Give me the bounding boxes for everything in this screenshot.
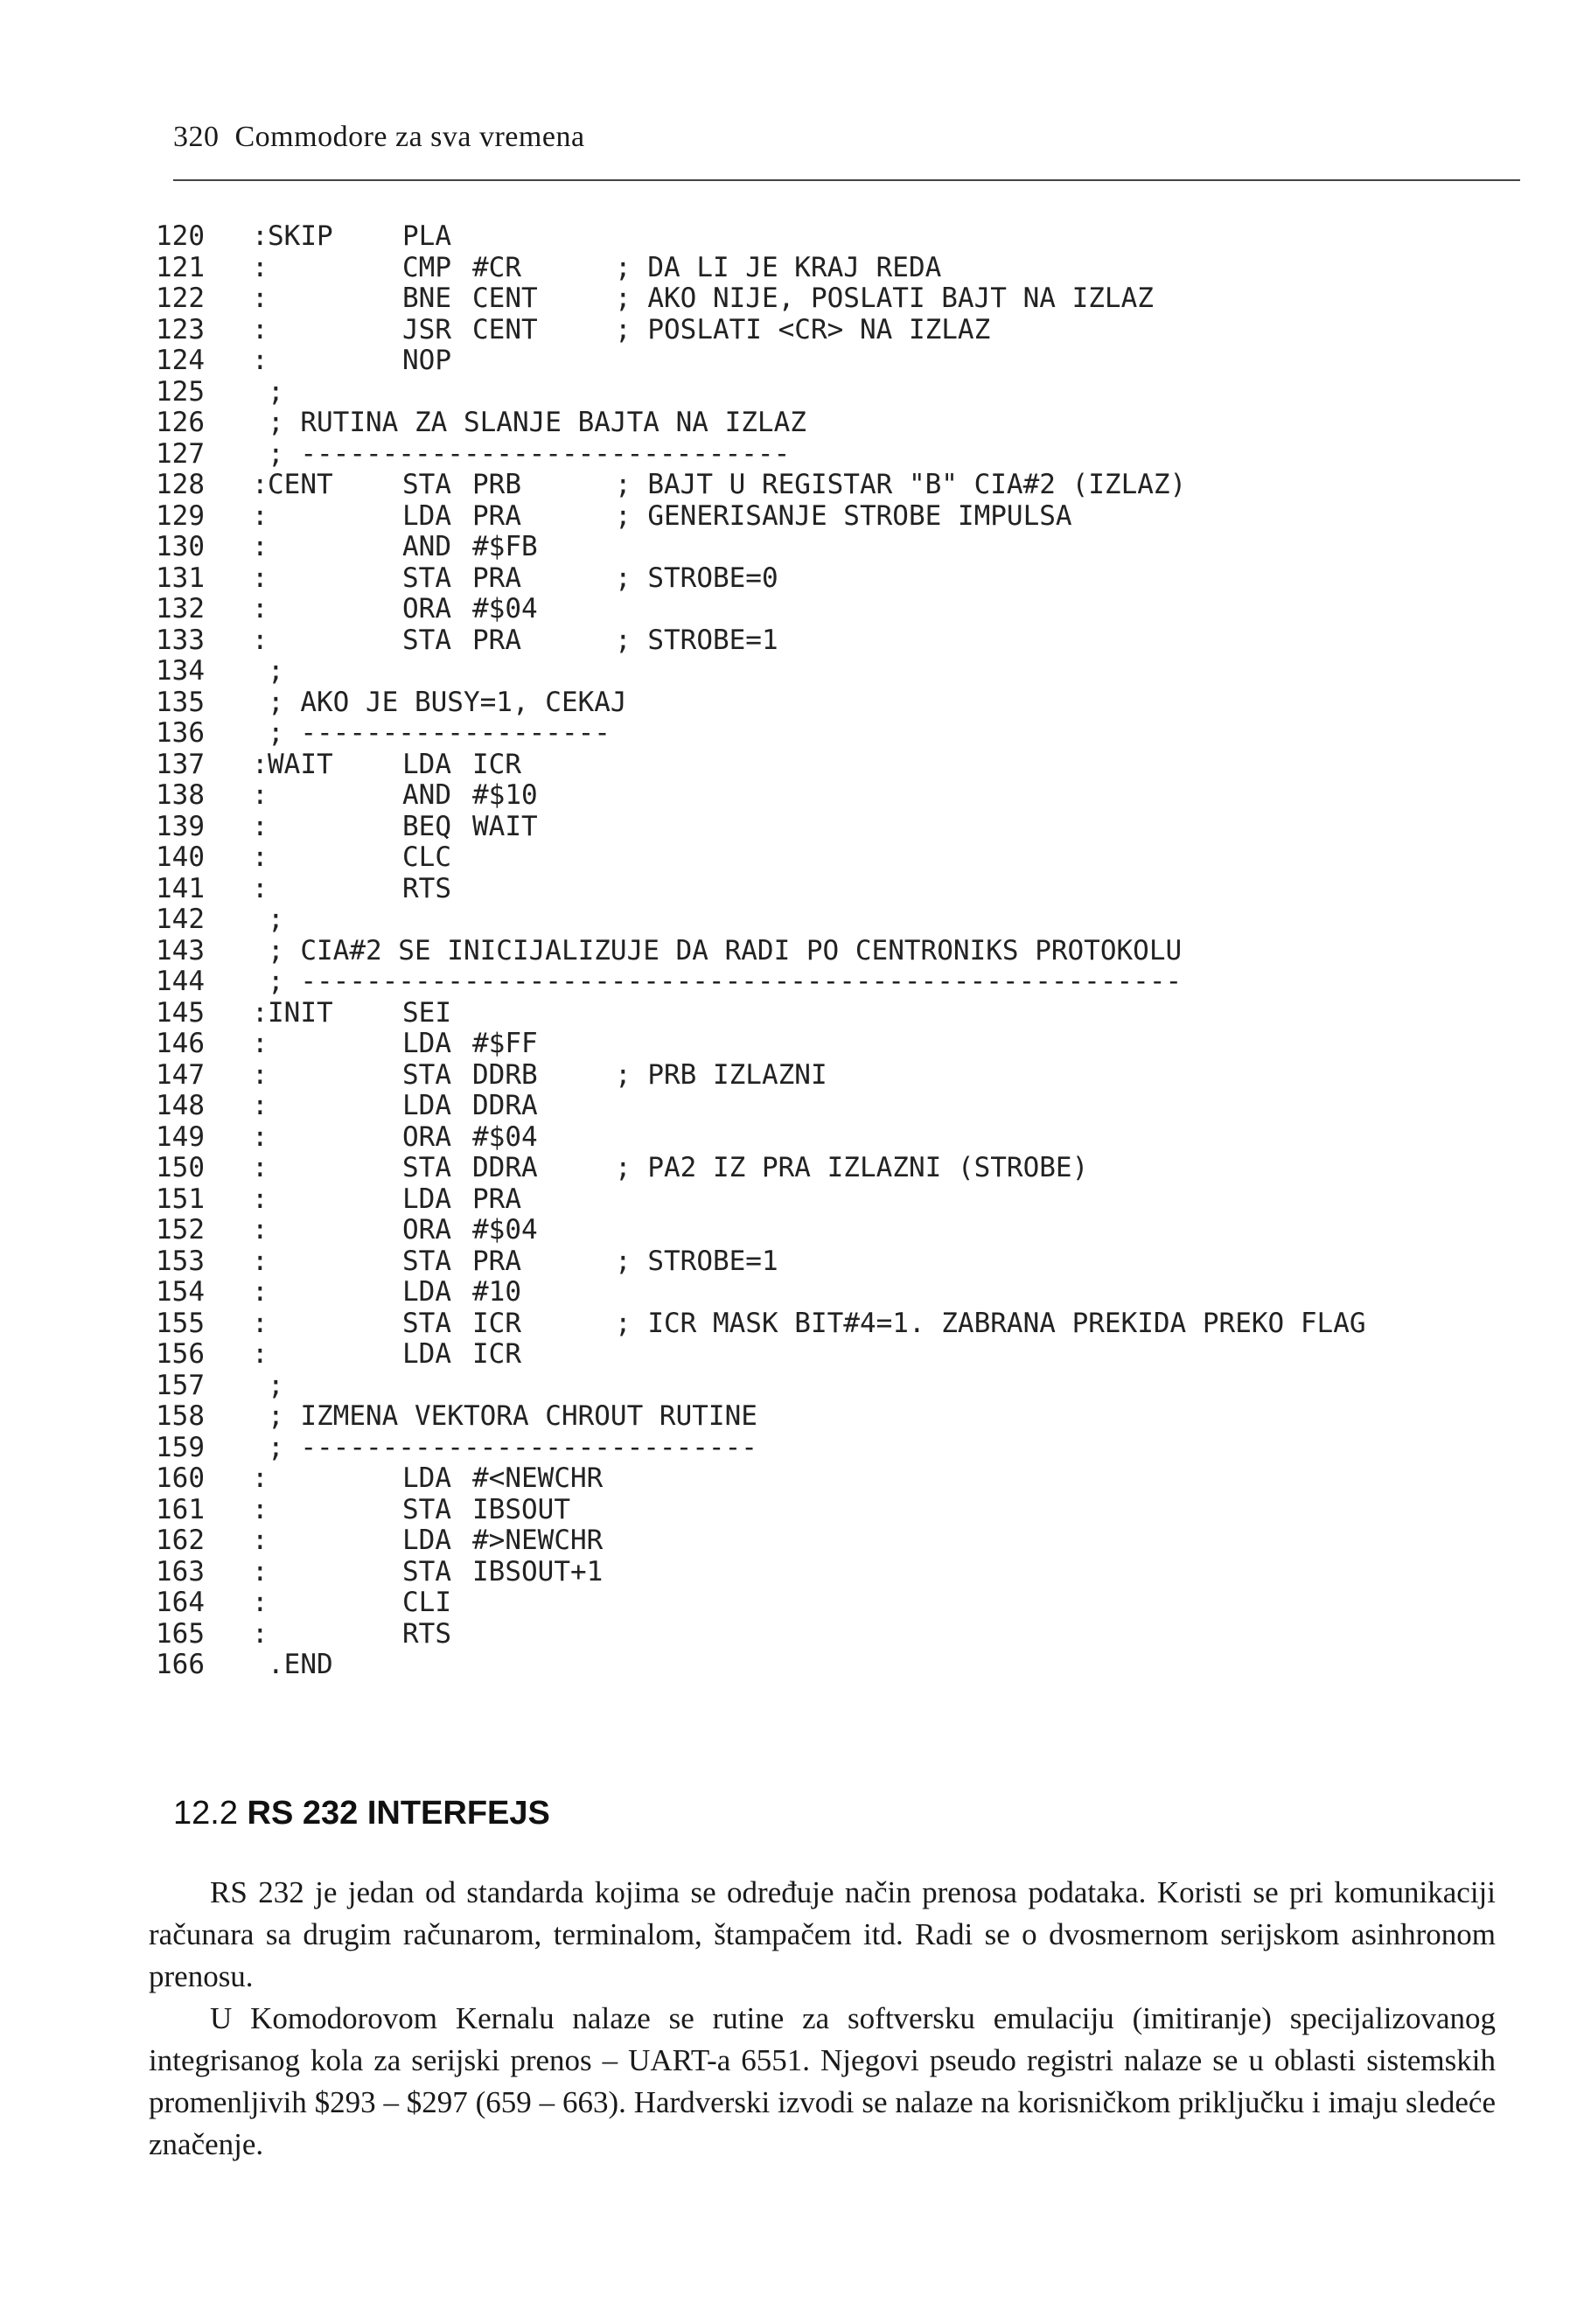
opcode: STA xyxy=(402,562,451,594)
opcode: ORA xyxy=(402,1120,451,1153)
opcode: RTS xyxy=(402,1617,451,1650)
line-number: 126 xyxy=(156,407,205,438)
line-comment: ; xyxy=(268,1369,284,1401)
line-number: 159 xyxy=(156,1431,205,1463)
colon: : xyxy=(252,1587,269,1618)
colon: : xyxy=(252,1493,269,1525)
operand: CENT xyxy=(472,283,538,314)
opcode: LDA xyxy=(402,1028,451,1059)
line-comment: ; xyxy=(268,375,284,408)
label: INIT xyxy=(268,996,333,1029)
opcode: STA xyxy=(402,1555,451,1588)
colon: : xyxy=(252,220,269,252)
line-number: 125 xyxy=(156,375,205,408)
line-number: 147 xyxy=(156,1058,205,1091)
line-number: 162 xyxy=(156,1525,205,1556)
opcode: STA xyxy=(402,1307,451,1339)
opcode: ORA xyxy=(402,593,451,625)
line-comment: ; RUTINA ZA SLANJE BAJTA NA IZLAZ xyxy=(268,407,806,438)
operand: PRB xyxy=(472,469,521,500)
code-line xyxy=(156,1400,1520,1432)
line-number: 128 xyxy=(156,469,205,500)
line-number: 158 xyxy=(156,1400,205,1432)
colon: : xyxy=(252,1028,269,1059)
comment: ; BAJT U REGISTAR "B" CIA#2 (IZLAZ) xyxy=(615,469,1187,500)
code-line xyxy=(156,1059,1520,1091)
opcode: STA xyxy=(402,1152,451,1183)
operand: #$10 xyxy=(472,779,538,811)
code-line xyxy=(156,1028,1520,1059)
line-number: 148 xyxy=(156,1090,205,1121)
paragraph: RS 232 je jedan od standarda kojima se određuje način prenosa podataka. Koristi se pri komunikaciji računara sa drugim računarom, terminalom, štampačem itd. Radi se o dvosmernom serijskom asinhronom prenosu. xyxy=(149,1875,1496,1993)
colon: : xyxy=(252,593,269,625)
colon: : xyxy=(252,779,269,811)
code-line xyxy=(156,1432,1520,1463)
line-number: 129 xyxy=(156,499,205,532)
opcode: CMP xyxy=(402,251,451,283)
code-listing xyxy=(156,220,1520,1680)
line-number: 146 xyxy=(156,1028,205,1059)
operand: DDRB xyxy=(472,1058,538,1091)
operand: #>NEWCHR xyxy=(472,1525,604,1556)
line-number: 151 xyxy=(156,1183,205,1215)
opcode: PLA xyxy=(402,220,451,252)
operand: IBSOUT xyxy=(472,1493,570,1525)
line-number: 149 xyxy=(156,1120,205,1153)
colon: : xyxy=(252,283,269,314)
line-number: 135 xyxy=(156,686,205,718)
line-number: 122 xyxy=(156,283,205,314)
line-number: 138 xyxy=(156,779,205,811)
line-number: 164 xyxy=(156,1587,205,1618)
body-text xyxy=(149,1872,1496,2166)
code-line xyxy=(156,1525,1520,1556)
comment: ; STROBE=1 xyxy=(615,1245,778,1277)
colon: : xyxy=(252,872,269,904)
opcode: BEQ xyxy=(402,810,451,842)
line-comment: ; ------------------------------ xyxy=(268,437,791,470)
comment: ; PA2 IZ PRA IZLAZNI (STROBE) xyxy=(615,1152,1089,1183)
line-number: 142 xyxy=(156,904,205,935)
opcode: STA xyxy=(402,624,451,656)
code-line xyxy=(156,966,1520,997)
colon: : xyxy=(252,531,269,562)
line-number: 133 xyxy=(156,624,205,656)
section-heading xyxy=(173,1795,550,1832)
line-number: 121 xyxy=(156,251,205,283)
code-line xyxy=(156,779,1520,811)
opcode: CLC xyxy=(402,841,451,873)
code-line xyxy=(156,749,1520,780)
code-line xyxy=(156,1587,1520,1618)
line-number: 134 xyxy=(156,655,205,687)
label: SKIP xyxy=(268,220,333,252)
operand: #<NEWCHR xyxy=(472,1462,604,1494)
operand: PRA xyxy=(472,562,521,594)
line-number: 145 xyxy=(156,996,205,1029)
line-number: 166 xyxy=(156,1649,205,1680)
code-line xyxy=(156,1462,1520,1494)
colon: : xyxy=(252,1245,269,1277)
colon: : xyxy=(252,996,269,1029)
colon: : xyxy=(252,345,269,376)
colon: : xyxy=(252,251,269,283)
line-number: 120 xyxy=(156,220,205,252)
opcode: LDA xyxy=(402,1183,451,1215)
line-comment: ; xyxy=(268,655,284,687)
operand: #CR xyxy=(472,251,521,283)
opcode: STA xyxy=(402,1245,451,1277)
line-number: 156 xyxy=(156,1338,205,1370)
comment: ; DA LI JE KRAJ REDA xyxy=(615,251,942,283)
code-line xyxy=(156,873,1520,904)
colon: : xyxy=(252,313,269,345)
code-line xyxy=(156,314,1520,345)
label: CENT xyxy=(268,469,333,500)
colon: : xyxy=(252,810,269,842)
opcode: AND xyxy=(402,531,451,562)
line-number: 165 xyxy=(156,1617,205,1650)
line-number: 143 xyxy=(156,934,205,967)
line-number: 155 xyxy=(156,1307,205,1339)
opcode: BNE xyxy=(402,283,451,314)
code-line xyxy=(156,1649,1520,1680)
colon: : xyxy=(252,624,269,656)
line-comment: ; xyxy=(268,904,284,935)
code-line xyxy=(156,904,1520,935)
line-number: 161 xyxy=(156,1493,205,1525)
code-line xyxy=(156,1183,1520,1215)
code-line xyxy=(156,1308,1520,1339)
colon: : xyxy=(252,1090,269,1121)
colon: : xyxy=(252,1338,269,1370)
operand: #$FB xyxy=(472,531,538,562)
operand: CENT xyxy=(472,313,538,345)
colon: : xyxy=(252,1214,269,1246)
colon: : xyxy=(252,1152,269,1183)
line-number: 130 xyxy=(156,531,205,562)
code-line xyxy=(156,376,1520,408)
code-line xyxy=(156,687,1520,718)
comment: ; GENERISANJE STROBE IMPULSA xyxy=(615,499,1072,532)
code-line xyxy=(156,1276,1520,1308)
code-line xyxy=(156,811,1520,842)
colon: : xyxy=(252,499,269,532)
line-number: 140 xyxy=(156,841,205,873)
operand: #$04 xyxy=(472,1214,538,1246)
line-number: 150 xyxy=(156,1152,205,1183)
code-line xyxy=(156,438,1520,470)
opcode: LDA xyxy=(402,499,451,532)
line-comment: ; AKO JE BUSY=1, CEKAJ xyxy=(268,686,627,718)
colon: : xyxy=(252,841,269,873)
code-line xyxy=(156,841,1520,873)
section-title: RS 232 INTERFEJS xyxy=(247,1795,550,1832)
colon: : xyxy=(252,1276,269,1308)
comment: ; STROBE=1 xyxy=(615,624,778,656)
comment: ; ICR MASK BIT#4=1. ZABRANA PREKIDA PREKO FLAG xyxy=(615,1307,1366,1339)
code-line xyxy=(156,935,1520,967)
colon: : xyxy=(252,1617,269,1650)
colon: : xyxy=(252,748,269,780)
operand: PRA xyxy=(472,1245,521,1277)
operand: PRA xyxy=(472,1183,521,1215)
colon: : xyxy=(252,562,269,594)
opcode: LDA xyxy=(402,1276,451,1308)
opcode: STA xyxy=(402,1493,451,1525)
colon: : xyxy=(252,1462,269,1494)
paragraph: U Komodorovom Kernalu nalaze se rutine za softversku emulaciju (imitiranje) specijalizovanog integrisanog kola za serijski prenos – UART-a 6551. Njegovi pseudo registri nalaze se u oblasti sistemskih promenljivih $293 – $297 (659 – 663). Hardverski izvodi se nalaze na korisničkom priključku i imaju sledeće značenje. xyxy=(149,2001,1496,2161)
opcode: STA xyxy=(402,469,451,500)
code-line xyxy=(156,500,1520,532)
operand: #$FF xyxy=(472,1028,538,1059)
code-line xyxy=(156,1152,1520,1183)
colon: : xyxy=(252,1120,269,1153)
line-number: 137 xyxy=(156,748,205,780)
code-line xyxy=(156,1618,1520,1650)
colon: : xyxy=(252,1555,269,1588)
code-line xyxy=(156,407,1520,438)
code-line xyxy=(156,1246,1520,1277)
line-comment: .END xyxy=(268,1649,333,1680)
line-number: 132 xyxy=(156,593,205,625)
operand: #$04 xyxy=(472,593,538,625)
code-line xyxy=(156,345,1520,376)
code-line xyxy=(156,1338,1520,1370)
comment: ; AKO NIJE, POSLATI BAJT NA IZLAZ xyxy=(615,283,1154,314)
header-rule xyxy=(173,179,1520,181)
operand: DDRA xyxy=(472,1090,538,1121)
opcode: LDA xyxy=(402,748,451,780)
operand: #$04 xyxy=(472,1120,538,1153)
opcode: LDA xyxy=(402,1338,451,1370)
opcode: LDA xyxy=(402,1090,451,1121)
code-line xyxy=(156,1556,1520,1588)
line-number: 139 xyxy=(156,810,205,842)
line-number: 144 xyxy=(156,966,205,997)
code-line xyxy=(156,220,1520,252)
line-comment: ; ---------------------------- xyxy=(268,1431,757,1463)
code-line xyxy=(156,1090,1520,1121)
line-number: 127 xyxy=(156,437,205,470)
colon: : xyxy=(252,1058,269,1091)
page-header xyxy=(173,121,585,154)
operand: PRA xyxy=(472,624,521,656)
operand: IBSOUT+1 xyxy=(472,1555,604,1588)
operand: PRA xyxy=(472,499,521,532)
code-line xyxy=(156,593,1520,625)
line-number: 160 xyxy=(156,1462,205,1494)
code-line xyxy=(156,625,1520,656)
page-number: 320 xyxy=(173,121,220,153)
opcode: CLI xyxy=(402,1587,451,1618)
line-number: 153 xyxy=(156,1245,205,1277)
code-line xyxy=(156,997,1520,1029)
line-comment: ; ------------------------------------------------------ xyxy=(268,966,1183,997)
operand: ICR xyxy=(472,748,521,780)
code-line xyxy=(156,1370,1520,1401)
operand: ICR xyxy=(472,1338,521,1370)
line-number: 163 xyxy=(156,1555,205,1588)
line-number: 141 xyxy=(156,872,205,904)
opcode: SEI xyxy=(402,996,451,1029)
operand: WAIT xyxy=(472,810,538,842)
line-number: 123 xyxy=(156,313,205,345)
comment: ; STROBE=0 xyxy=(615,562,778,594)
line-number: 124 xyxy=(156,345,205,376)
line-number: 136 xyxy=(156,717,205,749)
colon: : xyxy=(252,1183,269,1215)
line-number: 152 xyxy=(156,1214,205,1246)
line-comment: ; ------------------- xyxy=(268,717,611,749)
comment: ; PRB IZLAZNI xyxy=(615,1058,827,1091)
opcode: ORA xyxy=(402,1214,451,1246)
opcode: JSR xyxy=(402,313,451,345)
operand: DDRA xyxy=(472,1152,538,1183)
section-number: 12.2 xyxy=(173,1795,238,1832)
label: WAIT xyxy=(268,748,333,780)
code-line xyxy=(156,1121,1520,1153)
opcode: AND xyxy=(402,779,451,811)
line-number: 157 xyxy=(156,1369,205,1401)
code-line xyxy=(156,717,1520,749)
opcode: NOP xyxy=(402,345,451,376)
colon: : xyxy=(252,1307,269,1339)
colon: : xyxy=(252,469,269,500)
opcode: RTS xyxy=(402,872,451,904)
code-line xyxy=(156,1494,1520,1525)
opcode: LDA xyxy=(402,1462,451,1494)
code-line xyxy=(156,655,1520,687)
code-line xyxy=(156,252,1520,283)
opcode: STA xyxy=(402,1058,451,1091)
code-line xyxy=(156,562,1520,594)
line-comment: ; CIA#2 SE INICIJALIZUJE DA RADI PO CENTRONIKS PROTOKOLU xyxy=(268,934,1183,967)
line-number: 131 xyxy=(156,562,205,594)
opcode: LDA xyxy=(402,1525,451,1556)
line-number: 154 xyxy=(156,1276,205,1308)
code-line xyxy=(156,283,1520,314)
line-comment: ; IZMENA VEKTORA CHROUT RUTINE xyxy=(268,1400,757,1432)
code-line xyxy=(156,1214,1520,1246)
code-line xyxy=(156,469,1520,500)
comment: ; POSLATI <CR> NA IZLAZ xyxy=(615,313,991,345)
colon: : xyxy=(252,1525,269,1556)
operand: #10 xyxy=(472,1276,521,1308)
code-line xyxy=(156,531,1520,562)
operand: ICR xyxy=(472,1307,521,1339)
book-title: Commodore za sva vremena xyxy=(234,121,585,153)
